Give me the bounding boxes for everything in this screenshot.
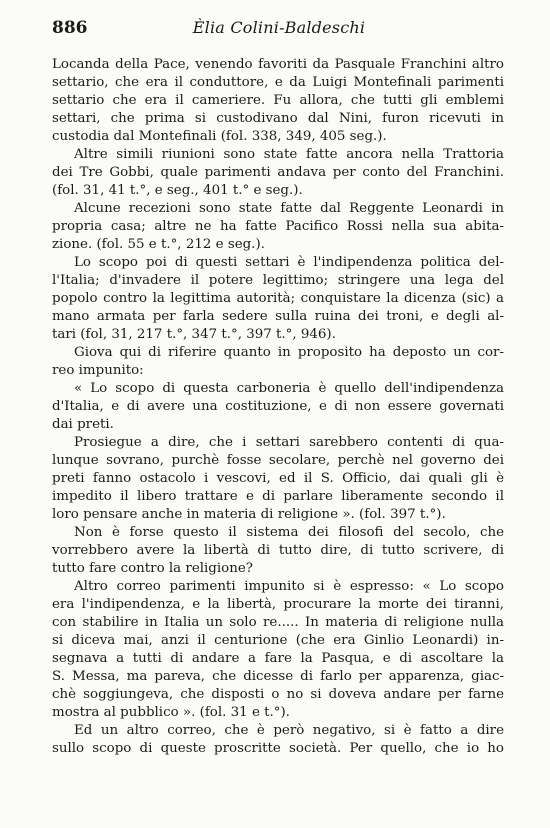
text-line: « Lo scopo di questa carboneria è quello dell'indipendenza xyxy=(74,381,504,396)
text-line: l'Italia; d'invadere il potere legittimo; stringere una lega del xyxy=(52,273,504,288)
text-line: (fol. 31, 41 t.°, e seg., 401 t.° e seg.). xyxy=(52,183,303,198)
text-line: Prosiegue a dire, che i settari sarebbero contenti di qua- xyxy=(74,435,504,450)
text-line: settari, che prima si custodivano dal Nini, furon ricevuti in xyxy=(52,111,504,126)
text-line: tari (fol, 31, 217 t.°, 347 t.°, 397 t.°, 946). xyxy=(52,327,336,342)
text-line: reo impunito: xyxy=(52,363,144,378)
text-line: Alcune recezioni sono state fatte dal Reggente Leonardi in xyxy=(74,201,504,216)
text-line: zione. (fol. 55 e t.°, 212 e seg.). xyxy=(52,237,265,252)
text-line: settario, che era il conduttore, e da Luigi Montefinali parimenti xyxy=(52,75,504,90)
text-line: chè soggiungeva, che disposti o no si doveva andare per farne xyxy=(52,687,504,702)
text-line: custodia dal Montefinali (fol. 338, 349, 405 seg.). xyxy=(52,129,387,144)
page-header xyxy=(52,18,506,40)
text-line: preti fanno ostacolo i vescovi, ed il S. Officio, dai quali gli è xyxy=(52,471,504,486)
text-line: lunque sovrano, purchè fosse secolare, perchè nel governo dei xyxy=(52,453,504,468)
text-line: mano armata per farla sedere sulla ruina dei troni, e degli al- xyxy=(52,309,504,324)
text-line: Ed un altro correo, che è però negativo, si è fatto a dire xyxy=(74,723,504,738)
body-text xyxy=(52,56,504,758)
page-number: 886 xyxy=(52,18,88,38)
text-line: Giova qui di riferire quanto in proposito ha deposto un cor- xyxy=(74,345,504,360)
text-line: vorrebbero avere la libertà di tutto dire, di tutto scrivere, di xyxy=(52,543,504,558)
text-line: era l'indipendenza, e la libertà, procurare la morte dei tiranni, xyxy=(52,597,504,612)
text-line: impedito il libero trattare e di parlare liberamente secondo il xyxy=(52,489,504,504)
text-line: Non è forse questo il sistema dei filosofi del secolo, che xyxy=(74,525,504,540)
text-line: loro pensare anche in materia di religione ». (fol. 397 t.°). xyxy=(52,507,446,522)
text-line: Altro correo parimenti impunito si è espresso: « Lo scopo xyxy=(74,579,504,594)
text-line: Lo scopo poi di questi settari è l'indipendenza politica del- xyxy=(74,255,504,270)
text-line: Locanda della Pace, venendo favoriti da Pasquale Franchini altro xyxy=(52,57,504,72)
text-line: tutto fare contro la religione? xyxy=(52,561,253,576)
text-line: propria casa; altre ne ha fatte Pacifico Rossi nella sua abita- xyxy=(52,219,504,234)
text-line: dai preti. xyxy=(52,417,114,432)
text-line: mostra al pubblico ». (fol. 31 e t.°). xyxy=(52,705,290,720)
text-line: sullo scopo di queste proscritte società. Per quello, che io ho xyxy=(52,741,504,756)
text-line: settario che era il cameriere. Fu allora, che tutti gli emblemi xyxy=(52,93,504,108)
text-line: popolo contro la legittima autorità; conquistare la dicenza (sic) a xyxy=(52,291,504,306)
text-line: S. Messa, ma pareva, che dicesse di farlo per apparenza, giac- xyxy=(52,669,504,684)
text-line: Altre simili riunioni sono state fatte ancora nella Trattoria xyxy=(74,147,504,162)
text-line: d'Italia, e di avere una costituzione, e di non essere governati xyxy=(52,399,504,414)
text-line: segnava a tutti di andare a fare la Pasqua, e di ascoltare la xyxy=(52,651,504,666)
text-line: con stabilire in Italia un solo re..... In materia di religione nulla xyxy=(52,615,504,630)
text-line: dei Tre Gobbi, quale parimenti andava per conto del Franchini. xyxy=(52,165,504,180)
text-line: si diceva mai, anzi il centurione (che era Ginlio Leonardi) in- xyxy=(52,633,504,648)
running-title: Èlia Colini-Baldeschi xyxy=(192,18,366,37)
